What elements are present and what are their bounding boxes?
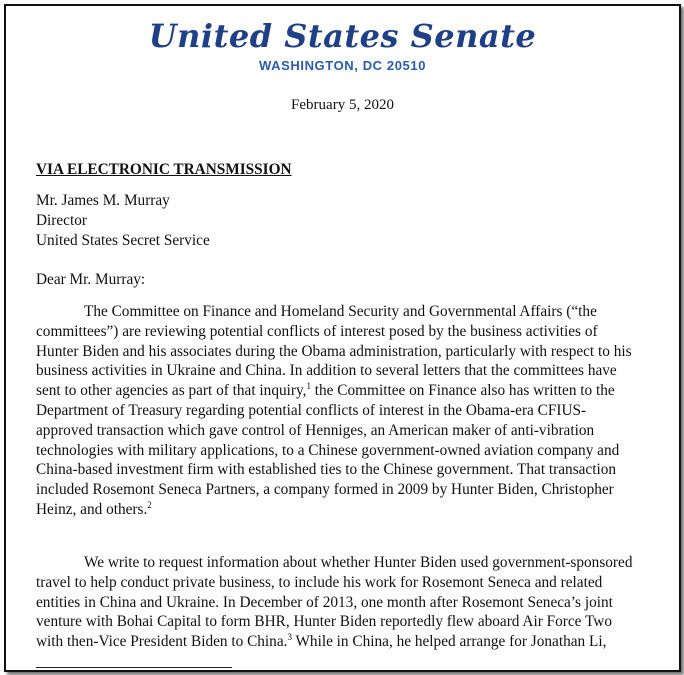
paragraph-line-with-footnote	[36, 632, 672, 652]
paragraph-line: business activities in Ukraine and China. In addition to several letters that the committees have	[36, 362, 617, 380]
letter-date: February 5, 2020	[291, 97, 394, 113]
paragraph-line-with-footnote	[36, 500, 672, 520]
footnote-divider	[36, 667, 232, 668]
recipient-address	[36, 191, 672, 250]
paragraph-1	[36, 302, 672, 520]
footnote-ref-3[interactable]: 3	[287, 632, 292, 643]
paragraph-line-with-footnote	[36, 381, 672, 401]
paragraph-line: Hunter Biden and his associates during the Obama administration, particularly with respect to his	[36, 342, 632, 360]
paragraph-text: While in China, he helped arrange for Jonathan Li,	[291, 633, 607, 651]
paragraph-line: venture with Bohai Capital to form BHR, Hunter Biden reportedly flew aboard Air Force Two	[36, 613, 612, 631]
paragraph-text: with then-Vice President Biden to China.	[36, 633, 288, 651]
paragraph-2	[36, 553, 672, 652]
paragraph-line: The Committee on Finance and Homeland Security and Governmental Affairs (“the	[84, 303, 597, 320]
recipient-agency: United States Secret Service	[36, 231, 210, 249]
letter-page	[4, 4, 681, 672]
paragraph-text: Heinz, and others.	[36, 500, 148, 518]
paragraph-line: travel to help conduct private business, to include his work for Rosemont Seneca and related	[36, 573, 603, 591]
letterhead	[6, 16, 679, 73]
paragraph-line: We write to request information about whether Hunter Biden used government-sponsored	[84, 554, 633, 571]
paragraph-line: entities in China and Ukraine. In December of 2013, one month after Rosemont Seneca’s joint	[36, 593, 613, 611]
via-heading: VIA ELECTRONIC TRANSMISSION	[36, 161, 292, 178]
paragraph-line: included Rosemont Seneca Partners, a company formed in 2009 by Hunter Biden, Christopher	[36, 481, 614, 499]
senate-title: United States Senate	[148, 17, 537, 55]
paragraph-line: technologies with military applications, to a Chinese government-owned aviation company and	[36, 441, 620, 459]
footnote-ref-2[interactable]: 2	[147, 499, 152, 510]
footnote-ref-1[interactable]: 1	[306, 381, 311, 392]
senate-location: WASHINGTON, DC 20510	[258, 58, 427, 73]
paragraph-text: sent to other agencies as part of that inquiry,	[36, 382, 307, 400]
paragraph-line: Department of Treasury regarding potential conflicts of interest in the Obama-era CFIUS-	[36, 401, 587, 419]
paragraph-line: approved transaction which gave control of Henniges, an American maker of anti-vibration	[36, 421, 595, 439]
salutation: Dear Mr. Murray:	[36, 271, 146, 288]
recipient-name: Mr. James M. Murray	[36, 192, 170, 209]
paragraph-line: committees”) are reviewing potential conflicts of interest posed by the business activities of	[36, 322, 598, 340]
paragraph-line: China-based investment firm with established ties to the Chinese government. That transaction	[36, 461, 617, 479]
recipient-position: Director	[36, 211, 87, 229]
paragraph-text: the Committee on Finance also has written to the	[310, 382, 615, 400]
